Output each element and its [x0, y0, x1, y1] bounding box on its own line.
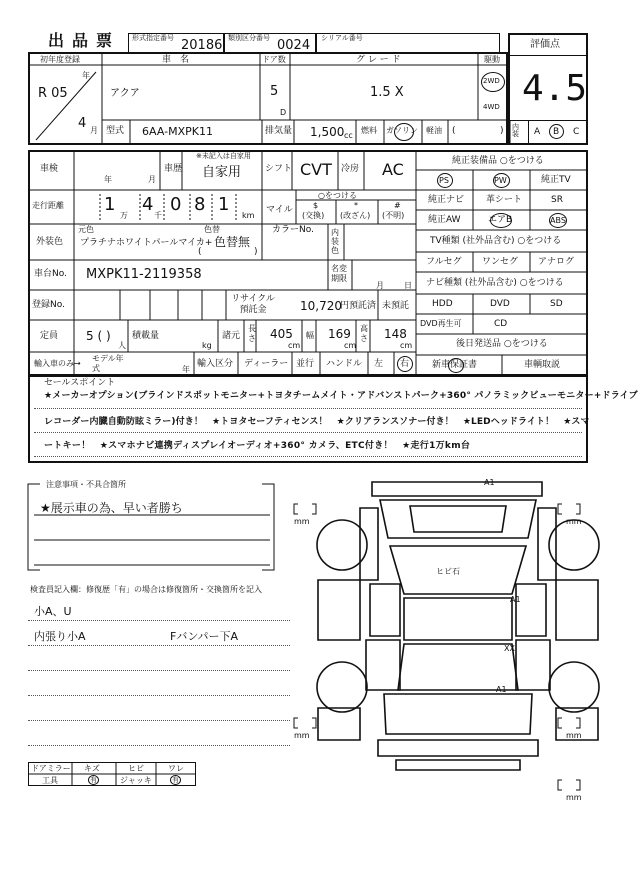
inspector-line-1: 小A、U: [34, 605, 72, 618]
chassis-label: 車台No.: [34, 269, 67, 279]
not-deposited: 未預託: [382, 301, 410, 311]
import-dealer: ディーラー: [244, 359, 289, 369]
legend-break: ワレ: [168, 764, 184, 773]
interior-label: 内装: [512, 123, 519, 138]
mileage-man: 万: [120, 211, 128, 220]
history-value: 自家用: [202, 165, 242, 180]
mm-front-right: mm: [566, 517, 582, 526]
tv-analog: アナログ: [538, 257, 575, 267]
load-label: 積載量: [132, 331, 160, 341]
mm-rear-left: mm: [294, 731, 310, 740]
name-change-month: 月: [376, 281, 384, 290]
sales-point-line-3: ートキー！ ★スマホナビ連携ディスプレイオーディオ+360° カメラ、ETC付き！ ★走行1万km台: [44, 441, 471, 451]
width-value: 169: [328, 327, 351, 341]
equip-pw: PW: [494, 176, 507, 185]
equip-header: 純正装備品 ○をつける: [452, 156, 544, 166]
tv-fullseg: フルセグ: [426, 257, 462, 267]
length-label: 長さ: [248, 324, 256, 343]
history-label: 車歴: [164, 164, 183, 174]
shift-value: CVT: [300, 160, 332, 179]
import-label: 輸入車のみ→: [34, 359, 81, 368]
navi-dvd-play: DVD再生可: [420, 319, 462, 328]
inspection-month: 月: [148, 175, 156, 184]
name-change-label: 名変期限: [331, 264, 347, 283]
shift-label: シフト: [265, 164, 293, 174]
doors-value: 5: [270, 84, 279, 99]
mileage-km: km: [242, 211, 255, 220]
later-header: 後日発送品 ○をつける: [456, 339, 548, 349]
navi-hdd: HDD: [432, 299, 453, 309]
legend-mirror: ドアミラー: [31, 764, 71, 773]
interior-a: A: [534, 127, 541, 137]
damage-mark-windshield: ヒビ石: [436, 567, 460, 576]
load-kg: kg: [202, 341, 212, 350]
original-color-value: プラチナホワイトパールマイカ+: [80, 238, 213, 248]
legend-scratch: キズ: [84, 764, 100, 773]
rating-value: 4.5: [522, 68, 588, 109]
model-year-unit: 年: [182, 365, 190, 374]
unknown-label: (不明): [382, 211, 405, 220]
displacement-label: 排気量: [265, 126, 293, 136]
interior-color-label: 内装色: [331, 228, 339, 255]
fuel-gas: ガソリン: [386, 126, 418, 135]
navi-type-header: ナビ種類 (社外品含む) ○をつける: [426, 278, 564, 288]
length-value: 405: [270, 327, 293, 341]
color-change-label: 色替: [204, 225, 220, 234]
unknown-sym: #: [394, 201, 401, 210]
model-label: 型式: [106, 126, 125, 136]
car-name-value: アクア: [110, 88, 140, 99]
caution-label: 注意事項・不具合箇所: [46, 480, 126, 489]
interior-b: B: [553, 127, 560, 137]
interior-c: C: [573, 127, 580, 137]
damage-mark-right-rear: A1: [496, 685, 507, 694]
mileage-sen: 千: [154, 211, 162, 220]
drive-label: 駆動: [484, 55, 500, 64]
original-color-label: 元色: [78, 225, 94, 234]
damage-mark-front-bumper: A1: [484, 478, 495, 487]
mileage-digit-1: 1: [104, 194, 116, 215]
class-no-label: 類別区分番号: [228, 34, 270, 42]
sales-point-line-2: レコーダー内臓自動防眩ミラー)付き！ ★トヨタセーフティセンス！ ★クリアランスソナー付き！ ★LEDヘッドライト！ ★スマ: [44, 417, 590, 427]
serial-no-label: シリアル番号: [321, 34, 363, 42]
sales-point-line-1: ★メーカーオプション(ブラインドスポットモニター+トヨタチームメイト・アドバンストパーク+360° パノラミックビューモニター+ドライブ: [44, 391, 638, 401]
damage-mark-right-rear-door: XX: [504, 644, 515, 653]
registration-label: 登録No.: [32, 300, 65, 310]
model-year-label: モデル年式: [92, 354, 124, 373]
first-reg-label: 初年度登録: [40, 55, 80, 64]
tampered-label: (改ざん): [340, 211, 371, 220]
auction-no-value: 20186: [181, 38, 223, 53]
import-parallel: 並行: [296, 359, 315, 369]
equip-tv: 純正TV: [541, 175, 571, 185]
grade-label: グ レ ー ド: [356, 55, 401, 65]
inspector-line-3: Fバンパー下A: [170, 630, 239, 643]
mileage-label: 走行距離: [32, 201, 64, 210]
mm-bottom-right: mm: [566, 793, 582, 802]
caution-text: ★展示車の為、早い者勝ち: [40, 501, 183, 515]
height-value: 148: [384, 327, 407, 341]
navi-cd: CD: [494, 319, 508, 329]
ac-value: AC: [382, 160, 404, 179]
doors-sub: D: [280, 108, 287, 117]
capacity-unit: 人: [118, 341, 126, 350]
paren-open: (: [198, 247, 202, 257]
legend-jack: ジャッキ: [120, 776, 152, 785]
month-suffix: 月: [90, 126, 98, 135]
inspector-line-2: 内張り小A: [34, 630, 86, 643]
history-note: ※未記入は自家用: [196, 152, 251, 160]
tampered-sym: *: [354, 201, 358, 210]
recycle-value: 10,720: [300, 299, 342, 313]
fuel-light: 軽油: [426, 126, 442, 135]
drive-2wd: 2WD: [483, 77, 500, 85]
mileage-tsukeru: ○をつける: [318, 191, 357, 200]
exterior-label: 外装色: [36, 237, 64, 247]
fuel-other-close: ): [500, 126, 504, 136]
color-change-value: 色替無: [214, 235, 251, 249]
color-no-title: カラーNo.: [272, 225, 314, 235]
legend-tools: 工具: [42, 776, 58, 785]
rating-label: 評価点: [530, 39, 560, 50]
mm-front-left: mm: [294, 517, 310, 526]
tv-type-header: TV種類 (社外品含む) ○をつける: [430, 236, 562, 246]
legend-tools-value: 有: [90, 776, 97, 784]
exchange-label: (交換): [302, 211, 325, 220]
later-manual: 車輌取説: [524, 360, 561, 370]
height-cm: cm: [400, 341, 413, 350]
width-cm: cm: [344, 341, 357, 350]
import-type-label: 輸入区分: [197, 359, 234, 369]
inspector-label: 検査員記入欄：修復歴「有」の場合は修復箇所・交換箇所を記入: [30, 585, 262, 594]
auction-no-label: 形式指定番号: [132, 34, 174, 42]
model-value: 6AA-MXPK11: [142, 125, 213, 138]
navi-sd: SD: [550, 299, 563, 309]
height-label: 高さ: [360, 324, 368, 343]
legend-crack: ヒビ: [128, 764, 144, 773]
fuel-label: 燃料: [361, 126, 377, 135]
inspection-year: 年: [104, 175, 112, 184]
chassis-value: MXPK11-2119358: [86, 267, 202, 282]
tv-oneseg: ワンセグ: [482, 257, 519, 267]
grade-value: 1.5 X: [370, 85, 404, 100]
displacement-value: 1,500: [310, 125, 345, 139]
name-change-day: 日: [404, 281, 412, 290]
width-label: 幅: [306, 331, 314, 340]
first-reg-year: R 05: [38, 86, 68, 101]
dims-label: 諸元: [222, 331, 241, 341]
mileage-digit-2: 4: [142, 194, 154, 215]
handle-label: ハンドル: [326, 359, 363, 369]
navi-dvd: DVD: [490, 299, 510, 309]
fuel-other-open: (: [452, 126, 456, 136]
handle-right: 右: [400, 359, 410, 369]
recycle-unit: 円預託済: [340, 301, 377, 311]
doors-label: ドア数: [262, 55, 286, 64]
sales-points-label: セールスポイント: [44, 378, 116, 388]
form-title: 出品票: [48, 31, 121, 50]
car-name-label: 車 名: [162, 55, 190, 65]
drive-4wd: 4WD: [483, 103, 500, 111]
later-warranty: 新車保証書: [432, 360, 478, 370]
equip-leather: 革シート: [486, 195, 523, 205]
equip-aw: 純正AW: [428, 215, 461, 225]
handle-left: 左: [374, 359, 384, 369]
equip-abs: ABS: [550, 216, 566, 225]
ac-label: 冷房: [341, 164, 360, 174]
equip-ab: エアB: [488, 215, 513, 225]
equip-navi: 純正ナビ: [428, 195, 465, 205]
mileage-digit-3: 0: [170, 194, 182, 215]
paren-close: ): [254, 247, 258, 257]
capacity-label: 定員: [40, 331, 59, 341]
capacity-value: 5 ( ): [86, 329, 111, 343]
damage-mark-right-front-door: A1: [510, 595, 521, 604]
legend-jack-value: 有: [172, 776, 179, 784]
length-cm: cm: [288, 341, 301, 350]
mm-rear-right: mm: [566, 731, 582, 740]
class-no-value: 0024: [277, 38, 311, 53]
mileage-digit-4: 8: [194, 194, 206, 215]
equip-ps: PS: [439, 176, 449, 185]
exchange-sym: $: [313, 201, 319, 210]
inspection-label: 車検: [40, 164, 59, 174]
recycle-label: リサイクル預託金: [231, 294, 275, 315]
first-reg-month: 4: [78, 116, 87, 131]
year-suffix: 年: [82, 71, 90, 80]
equip-sr: SR: [551, 195, 563, 205]
mile-label: マイル: [266, 205, 293, 215]
cc-unit: cc: [344, 131, 353, 140]
mileage-digit-5: 1: [218, 194, 230, 215]
